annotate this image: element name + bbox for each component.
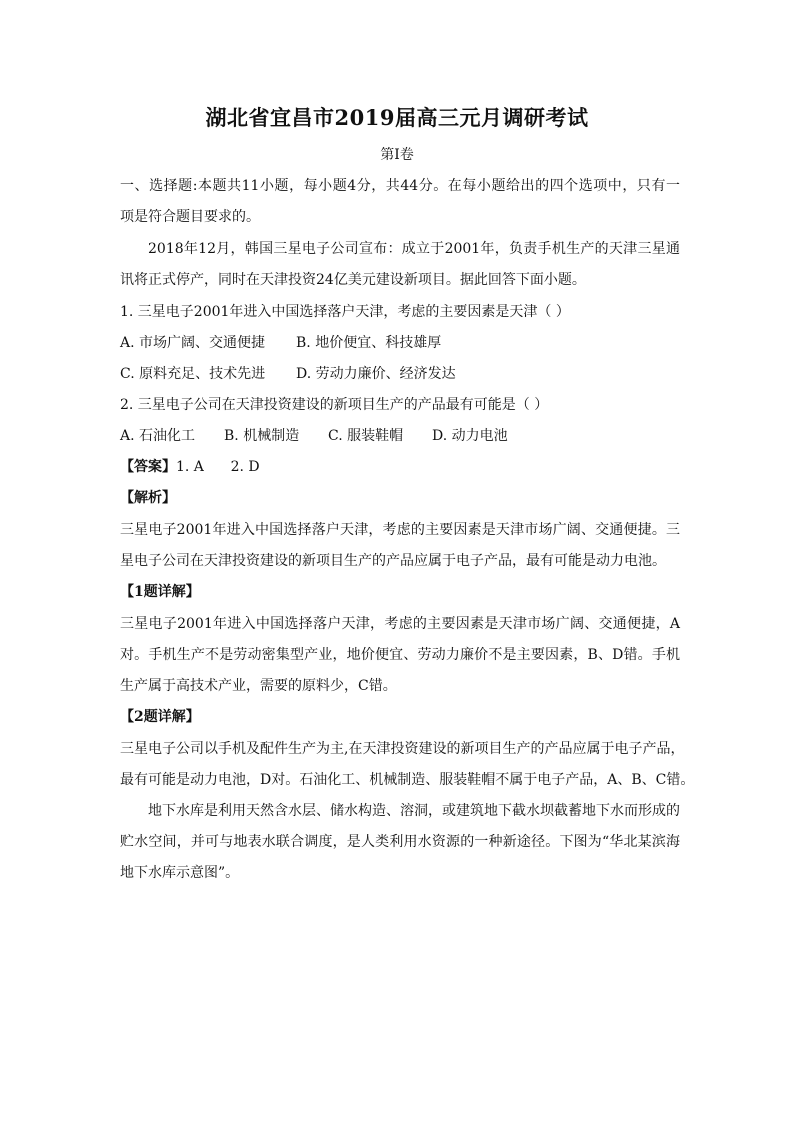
detail2-line-1: 三星电子公司以手机及配件生产为主,在天津投资建设的新项目生产的产品应属于电子产品， [120,741,685,757]
analysis-line-2: 星电子公司在天津投资建设的新项目生产的产品应属于电子产品，最有可能是动力电池。 [120,553,666,569]
passage1-line-2: 讯将正式停产，同时在天津投资24亿美元建设新项目。据此回答下面小题。 [120,272,586,288]
analysis-line-1: 三星电子2001年进入中国选择落户天津，考虑的主要因素是天津市场广阔、交通便捷。三 [120,522,680,538]
q2-option-a: A. 石油化工 [120,428,196,444]
analysis-label: 【解析】 [120,490,176,506]
q1-option-c: C. 原料充足、技术先进 [120,366,266,382]
passage1-line-1: 2018年12月，韩国三星电子公司宣布：成立于2001年，负责手机生产的天津三星通 [148,241,680,257]
detail2-line-2: 最有可能是动力电池，D对。石油化工、机械制造、服装鞋帽不属于电子产品，A、B、C错。 [120,772,695,788]
q2-option-d: D. 动力电池 [432,428,508,444]
q1-option-b: B. 地价便宜、科技雄厚 [296,335,442,351]
detail1-line-3: 生产属于高技术产业，需要的原料少，C错。 [120,678,397,694]
page-title: 湖北省宜昌市2019届高三元月调研考试 [205,105,589,130]
passage2-line-2: 贮水空间，并可与地表水联合调度，是人类利用水资源的一种新途径。下图为“华北某滨海 [120,834,680,850]
answer-text: 1. A 2. D [176,459,260,475]
detail2-label: 【2题详解】 [120,709,200,725]
detail1-line-2: 对。手机生产不是劳动密集型产业，地价便宜、劳动力廉价不是主要因素，B、D错。手机 [120,647,680,663]
passage2-line-1: 地下水库是利用天然含水层、储水构造、溶洞，或建筑地下截水坝截蓄地下水而形成的 [148,803,680,819]
question-1-options-row-1 [120,333,680,353]
question-2-options [120,426,680,446]
answer-label: 【答案】 [120,459,176,475]
volume-subtitle: 第I卷 [380,147,414,163]
question-1-options-row-2 [120,364,680,384]
detail1-label: 【1题详解】 [120,584,200,600]
question-1-stem: 1. 三星电子2001年进入中国选择落户天津，考虑的主要因素是天津（ ） [120,304,570,320]
passage2-line-3: 地下水库示意图”。 [120,865,240,881]
section-intro-line-1: 一、选择题:本题共11小题，每小题4分，共44分。在每小题给出的四个选项中，只有一 [120,178,680,194]
detail1-line-1: 三星电子2001年进入中国选择落户天津，考虑的主要因素是天津市场广阔、交通便捷，A [120,616,680,632]
section-intro-line-2: 项是符合题目要求的。 [120,209,260,225]
q1-option-a: A. 市场广阔、交通便捷 [120,335,266,351]
answer-line [120,457,680,477]
q2-option-c: C. 服装鞋帽 [328,428,404,444]
question-2-stem: 2. 三星电子公司在天津投资建设的新项目生产的产品最有可能是（ ） [120,397,549,413]
q2-option-b: B. 机械制造 [224,428,300,444]
q1-option-d: D. 劳动力廉价、经济发达 [296,366,456,382]
